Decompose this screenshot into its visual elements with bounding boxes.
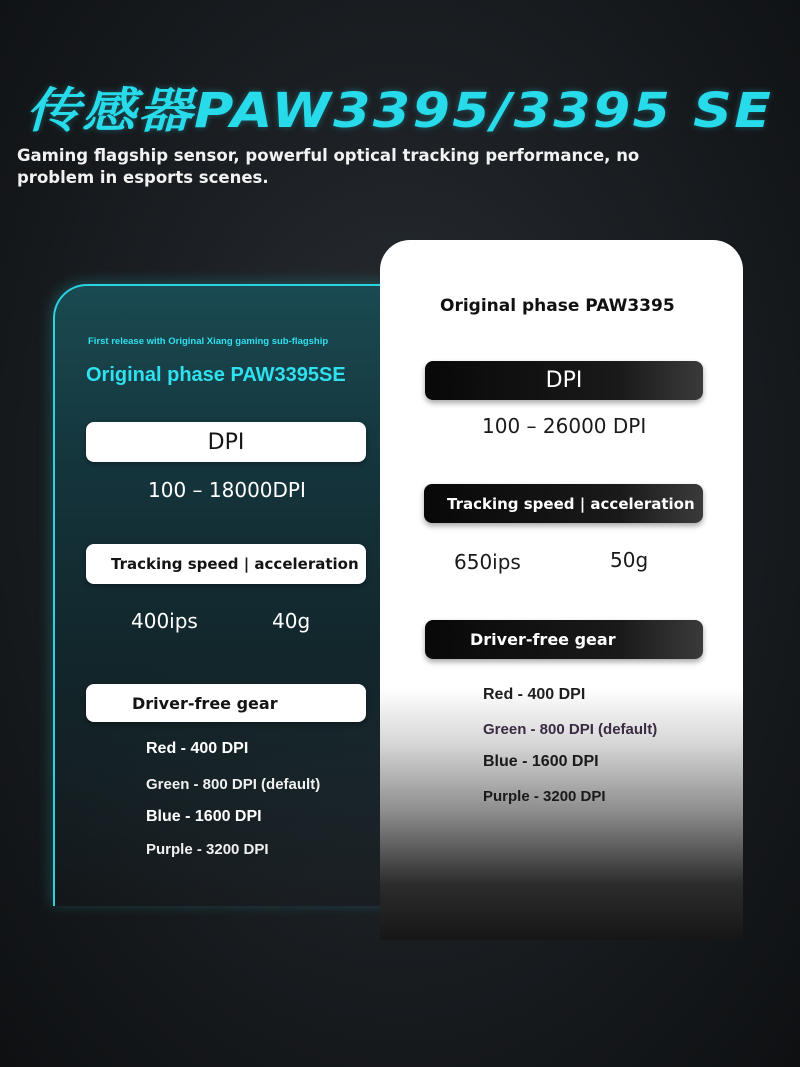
card-title: Original phase PAW3395 bbox=[440, 296, 675, 316]
speed-value: 650ips bbox=[454, 550, 521, 574]
gear-label: Driver-free gear bbox=[132, 693, 278, 713]
gear-blue: Blue - 1600 DPI bbox=[146, 808, 262, 825]
tracking-label-pill bbox=[424, 484, 703, 523]
gear-blue: Blue - 1600 DPI bbox=[483, 753, 599, 770]
tracking-label-pill bbox=[86, 544, 366, 584]
dpi-label: DPI bbox=[207, 429, 245, 455]
tracking-label: Tracking speed | acceleration bbox=[111, 555, 359, 573]
card-tagline: First release with Original Xiang gaming sub-flagship bbox=[88, 336, 329, 347]
gear-label-pill bbox=[86, 684, 366, 722]
gear-red: Red - 400 DPI bbox=[483, 686, 586, 703]
gear-red: Red - 400 DPI bbox=[146, 740, 249, 757]
dpi-value: 100 – 26000 DPI bbox=[482, 414, 647, 438]
gear-label-pill bbox=[425, 620, 703, 659]
gear-green: Green - 800 DPI (default) bbox=[146, 776, 321, 793]
dpi-label: DPI bbox=[545, 368, 583, 393]
sensor-card-paw3395se bbox=[53, 284, 395, 906]
gear-label: Driver-free gear bbox=[470, 630, 616, 649]
dpi-label-pill bbox=[86, 422, 366, 462]
acceleration-value: 40g bbox=[272, 609, 311, 633]
speed-value: 400ips bbox=[131, 609, 198, 633]
acceleration-value: 50g bbox=[610, 548, 649, 572]
sensor-card-paw3395 bbox=[380, 240, 743, 940]
gear-purple: Purple - 3200 DPI bbox=[483, 788, 606, 805]
page-subtitle: Gaming flagship sensor, powerful optical tracking performance, no problem in esports scenes. bbox=[17, 146, 640, 187]
page-title: 传感器PAW3395/3395 SE bbox=[26, 83, 774, 139]
tracking-label: Tracking speed | acceleration bbox=[447, 494, 695, 513]
gear-green: Green - 800 DPI (default) bbox=[483, 721, 658, 738]
dpi-value: 100 – 18000DPI bbox=[148, 478, 306, 502]
dpi-label-pill bbox=[425, 361, 703, 400]
gear-purple: Purple - 3200 DPI bbox=[146, 841, 269, 858]
card-title: Original phase PAW3395SE bbox=[86, 364, 346, 386]
